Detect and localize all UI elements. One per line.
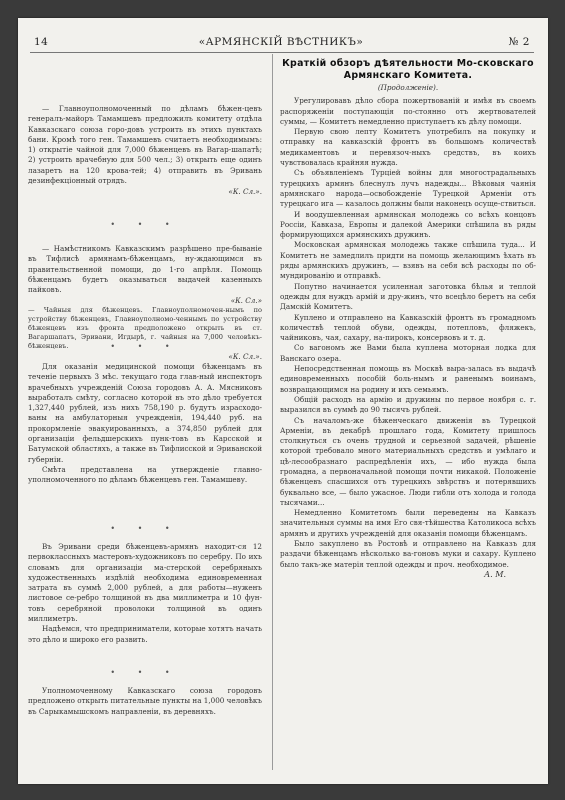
news-item-5-text: Въ Эривани среди бѣженцевъ-армянъ находит-ся 12 первоклассныхъ мастеровъ-художниковъ по серебру. По ихъ словамъ для организаціи ма-стерской серебряныхъ художественныхъ издѣлій необходима единовременная затрата въ суммѣ 2,000 рублей, а для работы—нуженъ листовое се-ребро толщиной въ два миллиметра и 10 фун-товъ серебряной проволоки толщиной въ одинъ миллиметръ. (28, 542, 262, 624)
article-paragraph: Со вагономъ же Вами была куплена моторная лодка для Ванскаго озера. (280, 343, 536, 363)
news-item-3-text: — Чайныя для бѣженцевъ. Главноуполномочен-нымъ по устройству бѣженцевъ, Главноуполномо-ченнымъ по устройству бѣженцевъ изъ фронта предположено открыть въ ст. Вагаршапатъ, Эривани, Игдырѣ, г. чайныя на 7,000 человѣкъ-бѣженцевъ. (28, 306, 262, 350)
page-header (28, 36, 534, 52)
news-item-4 (28, 362, 262, 486)
article-paragraph: Московская армянская молодежь также спѣшила туда... И Комитетъ не замедлилъ придти на помощь желающимъ ѣхать въ ряды армянскихъ дружинъ, — взявъ на себя всѣ расходы по об-мундированію и отправкѣ. (280, 240, 536, 281)
separator-dots: • • • (110, 220, 180, 229)
news-item-4-note: Смѣта представлена на утвержденіе главно-уполномоченного по дѣламъ бѣженцевъ ген. Тамамшеву. (28, 464, 262, 485)
column-divider (272, 54, 273, 770)
news-item-6-text: Уполномоченному Кавказскаго союза городовъ предложено открыть питательные пункты на 1,000 человѣкъ въ Сарыкамышскомъ направленіи, въ деревняхъ. (28, 686, 262, 716)
article-paragraph: Съ началомъ-же бѣженческаго движенія въ Турецкой Арменіи, въ декабрѣ прошлаго года, Комитету пришлось столкнуться съ очень трудной и серьезной задачей, рѣшеніе которой требовало много материальныхъ средствъ и умѣлаго и цѣ-лесообразнаго распредѣленія ихъ, — ибо нужда была громадна, а первоначальной помощи почти никакой. Положеніе бѣженцевъ спасшихся отъ турецкихъ звѣрствъ и потерявшихъ буквально все, — было ужасное. Люди гибли отъ холода и голода тысячами... (280, 415, 536, 507)
article-paragraph: Общій расходъ на армію и дружины по первое ноября с. г. выразился въ суммѣ до 90 тысячъ рублей. (280, 394, 536, 415)
news-item-2-source: «К. Сл.» (230, 296, 262, 306)
article-signature: А. М. (484, 569, 506, 579)
news-item-2 (28, 244, 262, 307)
article-title: Краткій обзоръ дѣятельности Мо-сковскаго Армянскаго Комитета. (282, 58, 534, 81)
news-item-5 (28, 542, 262, 645)
article-paragraph: Первую свою лепту Комитетъ употребилъ на покупку и отправку на кавказскій фронтъ въ большомъ количествѣ медикаментовъ и перевязоч-ныхъ средствъ, въ коихъ чувствовалась крайняя нужда. (280, 127, 536, 168)
article-paragraph: И воодушевленная армянская молодежь со всѣхъ концовъ Россіи, Кавказа, Европы и далекой Америки спѣшила въ ряды формирующихся армянскихъ дружинъ. (280, 209, 536, 240)
article-paragraph: Непосредственная помощь въ Москвѣ выра-залась въ выдачѣ единовременныхъ пособій боль-нымъ и раненымъ воинамъ, возвращающимся на родину и ихъ семьямъ. (280, 364, 536, 394)
article-paragraph: Было закуплено въ Ростовѣ и отправлено на Кавказъ для раздачи бѣженцамъ нѣсколько ва-гоновъ муки и сахару. Куплено было такъ-же матерія теплой одежды и проч. необходимое. (280, 539, 536, 569)
news-item-1-text: — Главноуполномоченный по дѣламъ бѣжен-цевъ генералъ-майоръ Тамамшевъ предложилъ комитету отдѣла Кавказскаго союза горо-довъ устроить въ этихъ пунктахъ бани. Кромѣ того ген. Тамамшевъ считаетъ необходимымъ: 1) открытіе чайной для 7,000 бѣженцевъ въ Вагар-шапатѣ; 2) устроить врачебную для 500 чел.; 3) открыть еще одинъ лазаретъ на 120 крова-тей; 4) отправить въ Эривань дезинфекціонный отрядъ. (28, 104, 262, 186)
news-item-1 (28, 104, 262, 198)
news-item-1-source: «К. Сл.». (228, 187, 262, 197)
news-item-6 (28, 686, 262, 717)
separator-dots: • • • (110, 668, 180, 677)
news-item-2-text: — Намѣстникомъ Кавказскимъ разрѣшено пре-бываніе въ Тифлисѣ армянамъ-бѣженцамъ, ну-ждающимся въ правительственной помощи, до 1-го апрѣля. Помощь бѣженцамъ будетъ оказываться выдачей казенныхъ пайковъ. (28, 244, 262, 295)
header-rule (30, 52, 534, 53)
article-paragraph: Куплено и отправлено на Кавказскій фронтъ въ громадномъ количествѣ теплой обуви, одежды, потепловъ, фляжекъ, чайниковъ, чая, сахару, на-пирокъ, консервовъ и т. д. (280, 312, 536, 343)
journal-title: «АРМЯНСКIЙ ВѢСТНИКЪ» (198, 36, 364, 48)
article-paragraph: Урегулировавъ дѣло сбора пожертвованій и имѣя въ своемъ распоряженіи поступающія по-стоянно отъ жертвователей суммы, — Комитетъ немедленно приступаетъ къ дѣлу помощи. (280, 96, 536, 126)
news-item-3 (28, 306, 262, 362)
article-paragraph: Немедленно Комитетомъ были переведены на Кавказъ значительныя суммы на имя Его свя-тѣйшества Католикоса всѣхъ армянъ и другихъ учрежденій для оказанія помощи бѣженцамъ. (280, 508, 536, 538)
article-paragraph: Попутно начинается усиленная заготовка бѣлья и теплой одежды для нуждъ армій и дру-жинъ, что всецѣло беретъ на себя Дамскій Комитетъ. (280, 281, 536, 312)
news-item-4-text: Для оказанія медицинской помощи бѣженцамъ въ теченіе первыхъ 3 мѣс. текущаго года глав-ный инспекторъ врачебныхъ учрежденій Союза городовъ А. А. Мясниковъ выработалъ смѣту, согласно которой въ это дѣло требуется 1,327,440 рублей, изъ нихъ 758,190 р. будутъ израсходо-ваны на амбулаторныя учрежденія, 194,440 руб. на прокормленіе эвакуированныхъ, а 374,850 рублей для организаціи фельдшерскихъ пунк-товъ въ Карсской и Батумской областяхъ, а также въ Тифлисской и Эриванской губерніи. (28, 362, 262, 464)
article-subtitle: (Продолженіе). (377, 83, 439, 92)
separator-dots: • • • (110, 524, 180, 533)
news-item-5-note: Надѣемся, что предприниматели, которые хотятъ начать это дѣло и широко его развить. (28, 624, 262, 644)
newspaper-page (18, 18, 548, 784)
right-column (280, 58, 536, 580)
page-number: 14 (34, 36, 49, 48)
news-item-3-source: «К. Сл.». (228, 352, 262, 361)
separator-dots: • • • (110, 342, 180, 351)
article-body (280, 96, 536, 570)
article-paragraph: Съ объявленіемъ Турціей войны для многострадальныхъ турецкихъ армянъ блеснулъ лучъ надежды... Вѣковыя чаянія армянскаго народа—освобожденіе Турецкой Арменіи отъ турецкаго ига — казалось должны были наконецъ осуще-ствиться. (280, 168, 536, 209)
issue-number: № 2 (508, 36, 530, 48)
